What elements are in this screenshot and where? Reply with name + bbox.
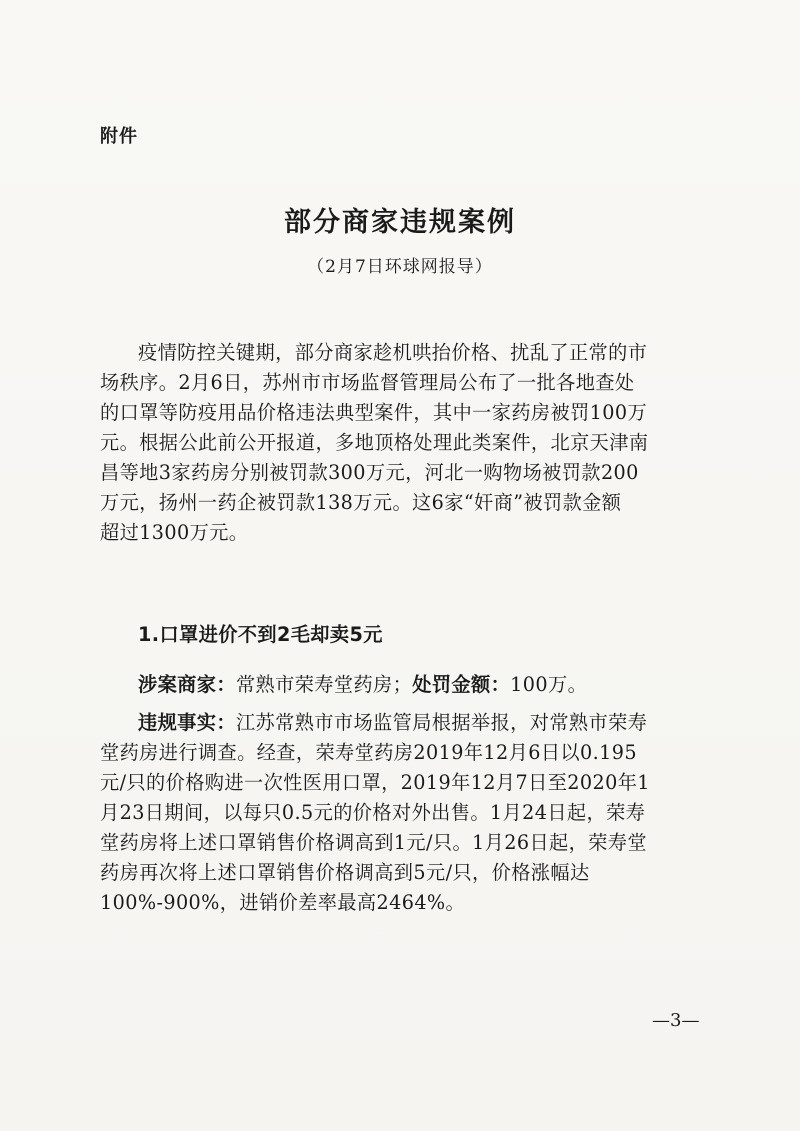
intro-line: 场秩序。2月6日，苏州市市场监督管理局公布了一批各地查处 — [100, 371, 635, 394]
intro-line: 的口罩等防疫用品价格违法典型案件，其中一家药房被罚100万 — [100, 401, 648, 424]
merchant-value: 常熟市荣寿堂药房； — [235, 673, 413, 696]
facts-line: 堂药房将上述口罩销售价格调高到1元/只。1月26日起，荣寿堂 — [100, 831, 647, 854]
facts-line: 100%-900%，进销价差率最高2464%。 — [100, 891, 466, 914]
facts-line: 堂药房进行调查。经查，荣寿堂药房2019年12月6日以0.195 — [100, 741, 637, 764]
penalty-value: 100万。 — [510, 673, 588, 696]
case-1-facts — [100, 708, 708, 918]
page-number: —3— — [652, 1010, 700, 1031]
intro-line: 超过1300万元。 — [100, 521, 249, 544]
case-1-merchant-line — [100, 670, 708, 700]
case-1-heading: 1.口罩进价不到2毛却卖5元 — [138, 623, 383, 646]
intro-line: 元。根据公此前公开报道，多地顶格处理此类案件，北京天津南 — [100, 431, 649, 454]
intro-line: 昌等地3家药房分别被罚款300万元，河北一购物场被罚款200 — [100, 461, 639, 484]
document-title: 部分商家违规案例 — [284, 207, 516, 238]
merchant-label: 涉案商家： — [138, 673, 236, 696]
intro-paragraph — [100, 338, 708, 548]
annex-label: 附件 — [100, 126, 138, 147]
facts-label: 违规事实： — [138, 711, 236, 734]
document-subtitle: （2月7日环球网报导） — [307, 257, 493, 277]
penalty-label: 处罚金额： — [412, 673, 511, 696]
facts-line: 药房再次将上述口罩销售价格调高到5元/只，价格涨幅达 — [100, 861, 590, 884]
facts-line: 月23日期间，以每只0.5元的价格对外出售。1月24日起，荣寿 — [100, 801, 646, 824]
intro-line: 疫情防控关键期，部分商家趁机哄抬价格、扰乱了正常的市 — [138, 341, 648, 364]
intro-line: 万元，扬州一药企被罚款138万元。这6家“奸商”被罚款金额 — [100, 491, 622, 514]
facts-line: 元/只的价格购进一次性医用口罩，2019年12月7日至2020年1 — [100, 771, 650, 794]
facts-line: 江苏常熟市市场监管局根据举报，对常熟市荣寿 — [235, 711, 648, 734]
